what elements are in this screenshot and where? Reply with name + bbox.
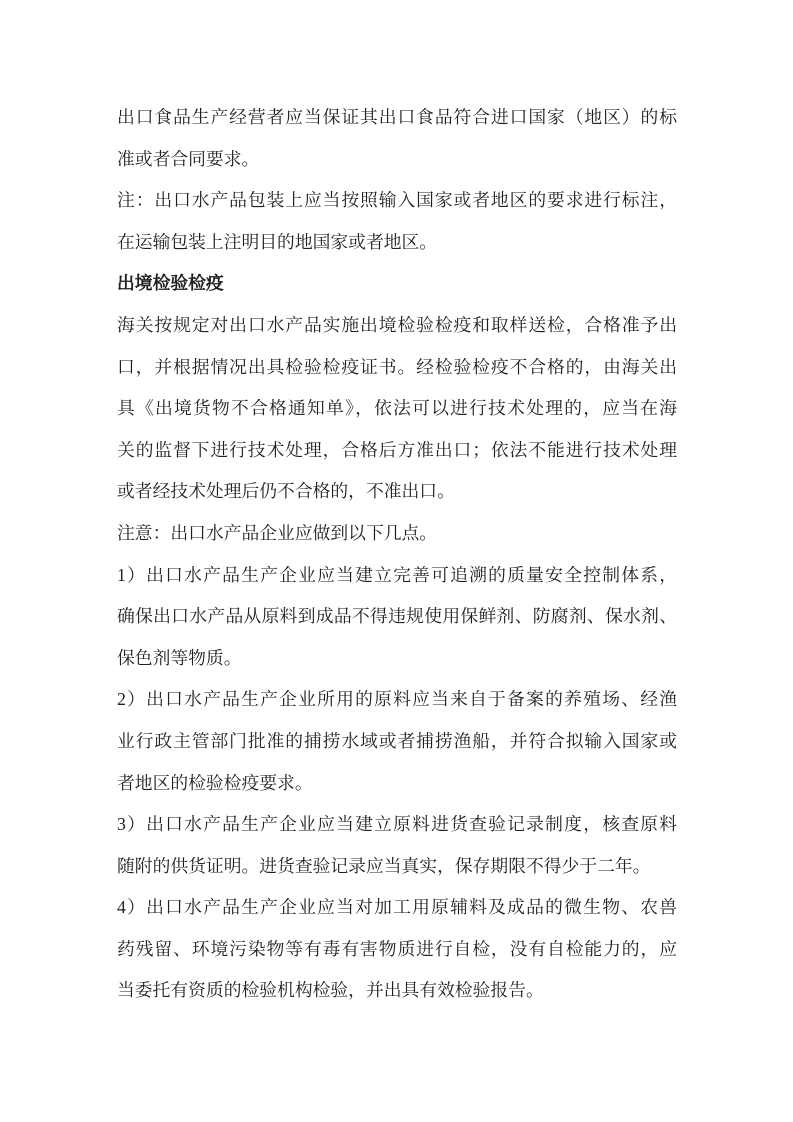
text-line: 4）出口水产品生产企业应当对加工用原辅料及成品的微生物、农兽 [117, 897, 677, 918]
para-attention-intro [117, 513, 677, 555]
text-line: 3）出口水产品生产企业应当建立原料进货查验记录制度，核查原料 [117, 814, 677, 835]
heading-exit-inspection-quarantine [117, 263, 677, 305]
para-point-4-self-testing [117, 887, 677, 1012]
text-line: 注：出口水产品包装上应当按照输入国家或者地区的要求进行标注， [117, 190, 677, 211]
text-line: 当委托有资质的检验机构检验，并出具有效检验报告。 [117, 980, 544, 1001]
text-line: 关的监督下进行技术处理，合格后方准出口；依法不能进行技术处理 [117, 439, 677, 460]
text-line: 1）出口水产品生产企业应当建立完善可追溯的质量安全控制体系， [117, 564, 677, 585]
text-line: 或者经技术处理后仍不合格的，不准出口。 [117, 481, 455, 502]
para-point-3-incoming-inspection-records [117, 804, 677, 887]
text-line: 在运输包装上注明目的地国家或者地区。 [117, 231, 438, 252]
text-line: 出境检验检疫 [117, 273, 224, 294]
text-line: 保色剂等物质。 [117, 647, 242, 668]
text-line: 随附的供货证明。进货查验记录应当真实，保存期限不得少于二年。 [117, 855, 651, 876]
para-note-packaging-label [117, 180, 677, 263]
text-line: 业行政主管部门批准的捕捞水域或者捕捞渔船，并符合拟输入国家或 [117, 730, 677, 751]
para-export-food-standard [117, 97, 677, 180]
text-line: 海关按规定对出口水产品实施出境检验检疫和取样送检，合格准予出 [117, 314, 677, 335]
para-customs-inspection-procedure [117, 305, 677, 513]
text-line: 药残留、环境污染物等有毒有害物质进行自检，没有自检能力的，应 [117, 938, 677, 959]
text-line: 者地区的检验检疫要求。 [117, 772, 313, 793]
text-line: 注意：出口水产品企业应做到以下几点。 [117, 522, 438, 543]
text-line: 准或者合同要求。 [117, 148, 260, 169]
text-line: 出口食品生产经营者应当保证其出口食品符合进口国家（地区）的标 [117, 107, 677, 127]
document-content [117, 97, 677, 1012]
text-line: 确保出口水产品从原料到成品不得违规使用保鲜剂、防腐剂、保水剂、 [117, 606, 677, 627]
text-line: 2）出口水产品生产企业所用的原料应当来自于备案的养殖场、经渔 [117, 689, 677, 710]
para-point-2-raw-material-sources [117, 679, 677, 804]
para-point-1-traceable-quality-system [117, 555, 677, 680]
text-line: 具《出境货物不合格通知单》，依法可以进行技术处理的，应当在海 [117, 398, 677, 419]
text-line: 口，并根据情况出具检验检疫证书。经检验检疫不合格的，由海关出 [117, 356, 677, 377]
